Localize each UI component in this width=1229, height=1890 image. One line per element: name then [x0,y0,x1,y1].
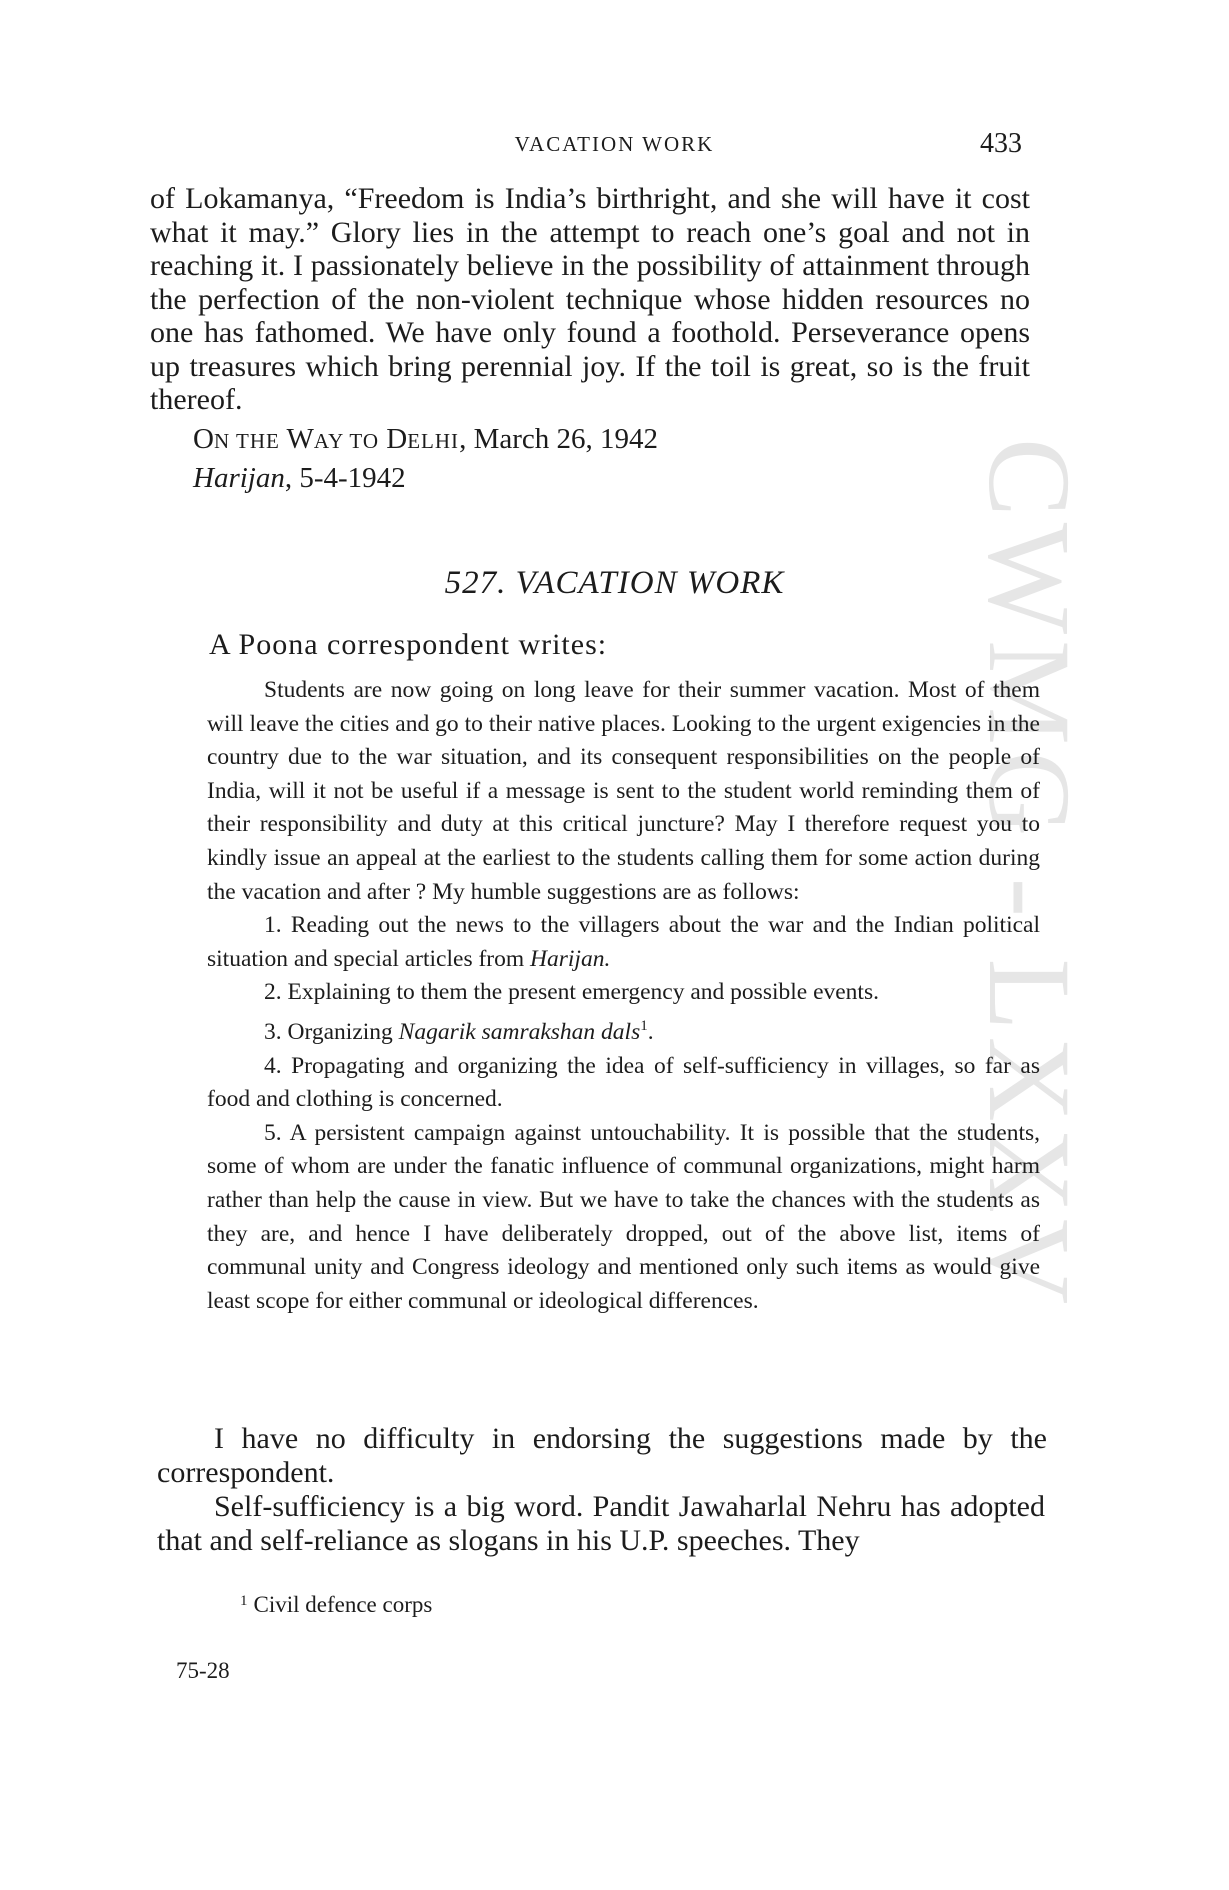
source-title: Harijan [193,462,285,494]
footnote-text: Civil defence corps [253,1592,433,1617]
correspondent-letter [207,674,1040,1318]
footnote [240,1592,432,1618]
continued-paragraph: of Lokamanya, “Freedom is India’s birthright, and she will have it cost what it may.” Glory lies in the attempt to reach one’s goal and not in reaching it. I passionately believe in the possibility of attainment through the perfection of the non-violent technique whose hidden resources no one has fathomed. We have only found a foothold. Perseverance opens up treasures which bring perennial joy. If the toil is great, so is the fruit thereof. [150,182,1030,416]
letter-item-4: 4. Propagating and organizing the idea of self-sufficiency in villages, so far as food and clothing is concerned. [207,1052,1040,1113]
letter-item-2: 2. Explaining to them the present emergency and possible events. [264,979,879,1006]
svg-text:CWMG - LXXV: CWMG - LXXV [964,438,1095,1311]
signoff-place-date: ON THE WAY TO DELHI, March 26, 1942 [193,423,658,455]
section-intro: A Poona correspondent writes: [209,628,608,661]
letter-item-5: 5. A persistent campaign against untouchability. It is possible that the students, some of whom are under the fanatic influence of communal organizations, might harm rather than help the cause in view. But we have to take the chances with the students as they are, and hence I have deliberately dropped, out of the above list, items of communal unity and Congress ideology and mentioned only such items as would give least scope for either communal or ideological differences. [207,1119,1040,1314]
letter-item-3: 3. Organizing Nagarik samrakshan dals$^1$. [264,1017,654,1045]
running-head: VACATION WORK [514,132,715,156]
page-number: 433 [980,128,1022,159]
response-paragraph-2: Self-sufficiency is a big word. Pandit Jawaharlal Nehru has adopted that and self-reliance as slogans in his U.P. speeches. They [157,1490,1045,1557]
signoff-source [193,462,406,495]
section-title: 527. VACATION WORK [444,565,785,601]
page-code: 75-28 [176,1658,230,1683]
letter-item-1: 1. Reading out the news to the villagers about the war and the Indian political situation and special articles from Harijan. [207,912,1040,972]
source-date: , 5-4-1942 [284,462,406,494]
response-paragraph-1: I have no difficulty in endorsing the suggestions made by the correspondent. [157,1422,1047,1489]
footnote-marker: 1 [640,1017,648,1034]
letter-paragraph: Students are now going on long leave for their summer vacation. Most of them will leave the cities and go to their native places. Looking to the urgent exigencies in the country due to the war situation, and its consequent responsibilities on the people of India, will it not be useful if a message is sent to the student world reminding them of their responsibility and duty at this critical juncture? May I therefore request you to kindly issue an appeal at the earliest to the students calling them for some action during the vacation and after ? My humble suggestions are as follows: [207,677,1040,905]
footnote-number: 1 [240,1593,248,1609]
